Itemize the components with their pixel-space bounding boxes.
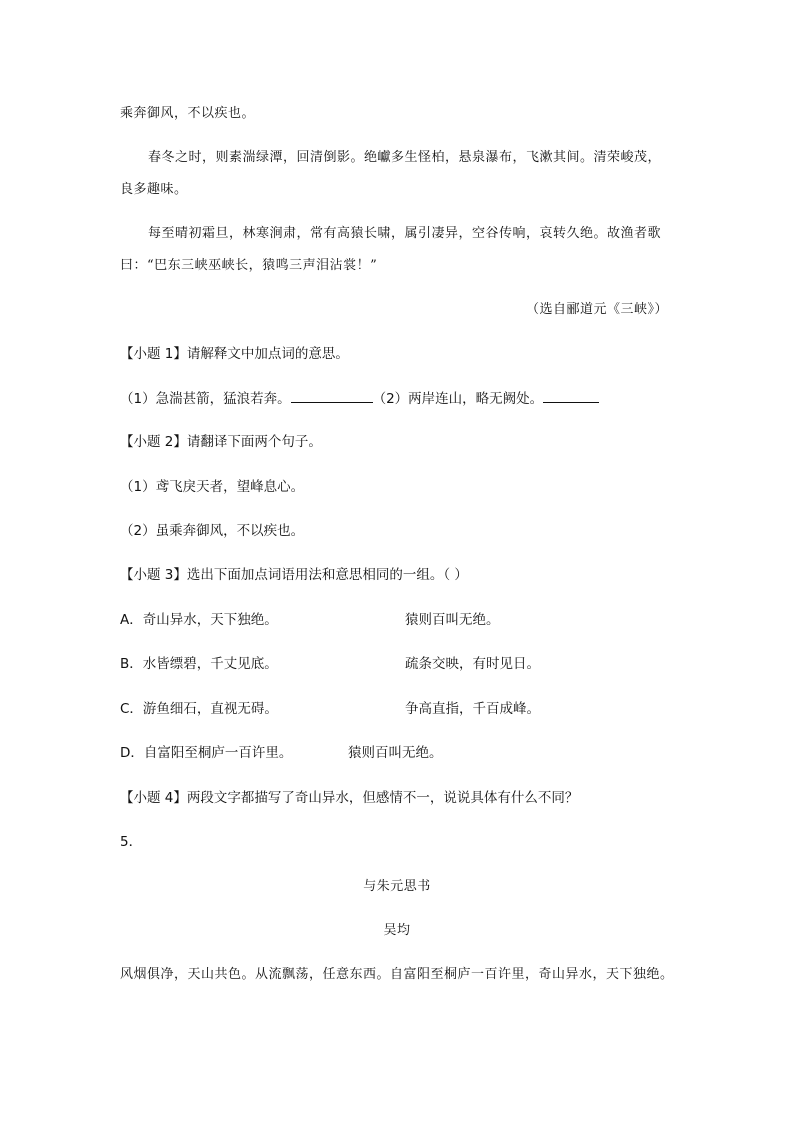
answer-blank-2[interactable] — [543, 388, 599, 403]
q1-item-2: （2）两岸连山，略无阙处。 — [372, 391, 544, 407]
passage-line: 良多趣味。 — [120, 182, 188, 197]
passage-author: 吴均 — [383, 923, 411, 938]
answer-blank-1[interactable] — [291, 388, 373, 403]
passage-source: （选自郦道元《三峡》） — [525, 302, 668, 317]
question-number: 5． — [120, 834, 143, 850]
passage-line: 风烟俱净，天山共色。从流飘荡，任意东西。自富阳至桐庐一百许里，奇山异水，天下独绝。 — [120, 967, 674, 982]
option-b[interactable] — [120, 654, 680, 674]
option-label: B．水皆缥碧，千丈见底。 — [120, 656, 278, 672]
passage-line: 春冬之时，则素湍绿潭，回清倒影。绝巘多生怪柏，悬泉瀑布，飞漱其间。清荣峻茂， — [148, 150, 662, 165]
question-title: 【小题 1】请解释文中加点词的意思。 — [120, 346, 349, 362]
question-title: 【小题 3】选出下面加点词语用法和意思相同的一组。（ ） — [120, 567, 468, 583]
passage-line: 乘奔御风，不以疾也。 — [120, 106, 256, 121]
q2-item-2: （2）虽乘奔御风，不以疾也。 — [120, 523, 305, 539]
option-c[interactable] — [120, 699, 680, 719]
option-label: D．自富阳至桐庐一百许里。 — [120, 745, 293, 761]
question-title: 【小题 2】请翻译下面两个句子。 — [120, 434, 322, 450]
passage-line: 每至晴初霜旦，林寒涧肃，常有高猿长啸，属引凄异，空谷传响，哀转久绝。故渔者歌 — [148, 226, 662, 241]
question-title: 【小题 4】两段文字都描写了奇山异水，但感情不一，说说具体有什么不同？ — [120, 790, 579, 806]
option-d[interactable] — [120, 743, 680, 763]
passage-title: 与朱元思书 — [363, 879, 431, 894]
q1-item-1: （1）急湍甚箭，猛浪若奔。 — [120, 391, 291, 407]
option-label: C．游鱼细石，直视无碍。 — [120, 701, 278, 717]
option-label: A．奇山异水，天下独绝。 — [120, 612, 278, 628]
question-items — [120, 388, 599, 409]
option-pair: 猿则百叫无绝。 — [405, 612, 500, 628]
option-pair: 疏条交映，有时见日。 — [405, 656, 540, 672]
option-pair: 争高直指，千百成峰。 — [405, 701, 540, 717]
option-a[interactable] — [120, 610, 680, 630]
passage-line: 曰：“巴东三峡巫峡长，猿鸣三声泪沾裳！” — [120, 258, 378, 273]
option-pair: 猿则百叫无绝。 — [348, 745, 443, 761]
q2-item-1: （1）鸢飞戾天者，望峰息心。 — [120, 479, 305, 495]
